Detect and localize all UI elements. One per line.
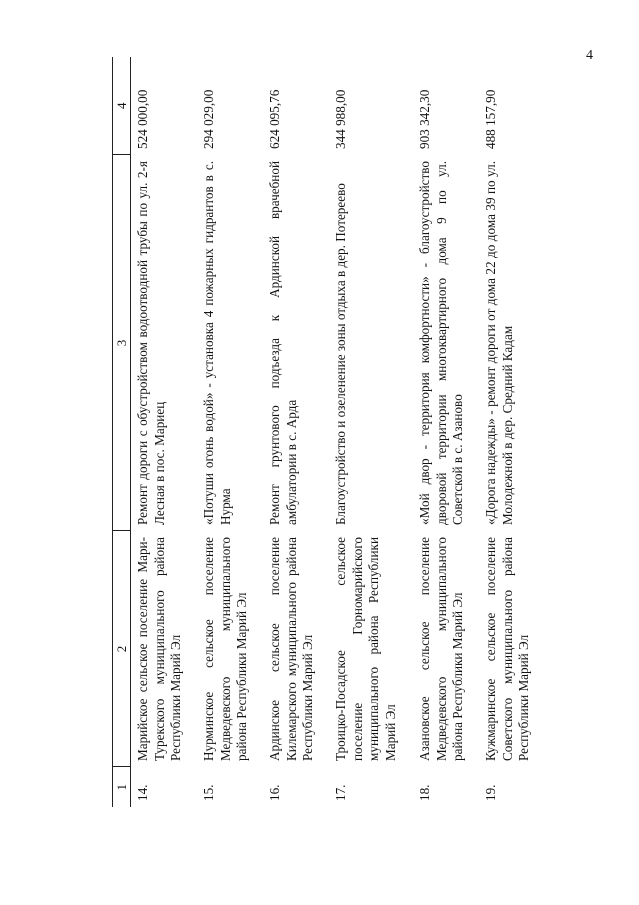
row-number: 16. xyxy=(267,784,283,801)
amount-cell: 488 157,90 xyxy=(483,89,499,149)
rotated-table-container xyxy=(112,57,639,807)
amount-cell: 524 000,00 xyxy=(135,89,151,149)
column-number: 1 xyxy=(113,767,131,807)
project-cell: «Дорога надежды» - ремонт дороги от дома 22 до дома 39 по ул. Молодежной в дер. Средний Кадам xyxy=(483,161,515,525)
table-row xyxy=(479,57,545,807)
table-row xyxy=(131,57,198,807)
project-cell: Ремонт грунтового подъезда к Ардинской врачебной амбулатории в с. Арда xyxy=(267,161,299,525)
column-number: 3 xyxy=(113,155,131,531)
table-row xyxy=(197,57,263,807)
table-row xyxy=(329,57,413,807)
column-number: 4 xyxy=(113,57,131,155)
row-number: 19. xyxy=(483,784,499,801)
row-number: 15. xyxy=(201,784,217,801)
project-cell: Ремонт дороги с обустройством водоотводной трубы по ул. 2-я Лесная в пос. Мариец xyxy=(135,161,167,525)
project-cell: «Мой двор - территория комфортности» - благоустройство дворовой территории многоквартирного дома 9 по ул. Советской в с. Азаново xyxy=(417,161,466,525)
row-number: 18. xyxy=(417,784,433,801)
column-number: 2 xyxy=(113,531,131,767)
recipient-cell: Троицко-Посадское сельское поселение Горномарийского муниципального района Республики Марий Эл xyxy=(333,537,398,761)
amount-cell: 903 342,30 xyxy=(417,89,433,149)
recipient-cell: Нурминское сельское поселение Медведевского муниципального района Республики Марий Эл xyxy=(201,537,250,761)
amount-cell: 344 988,00 xyxy=(333,89,349,149)
recipient-cell: Марийское сельское поселение Мари-Турекского муниципального района Республики Марий Эл xyxy=(135,537,184,761)
project-cell: Благоустройство и озеленение зоны отдыха в дер. Потереево xyxy=(333,183,349,525)
column-number-row xyxy=(113,57,131,807)
recipient-cell: Ардинское сельское поселение Килемарского муниципального района Республики Марий Эл xyxy=(267,537,316,761)
project-cell: «Потуши огонь водой» - установка 4 пожарных гидрантов в с. Нурма xyxy=(201,161,233,525)
recipient-cell: Азановское сельское поселение Медведевского муниципального района Республики Марий Эл xyxy=(417,537,466,761)
page-number: 4 xyxy=(586,48,593,63)
funding-table xyxy=(112,57,545,807)
table-row xyxy=(413,57,479,807)
amount-cell: 624 095,76 xyxy=(267,89,283,149)
table-row xyxy=(263,57,329,807)
recipient-cell: Кужмаринское сельское поселение Советского муниципального района Республики Марий Эл xyxy=(483,537,532,761)
amount-cell: 294 029,00 xyxy=(201,89,217,149)
row-number: 17. xyxy=(333,784,349,801)
row-number: 14. xyxy=(135,784,151,801)
